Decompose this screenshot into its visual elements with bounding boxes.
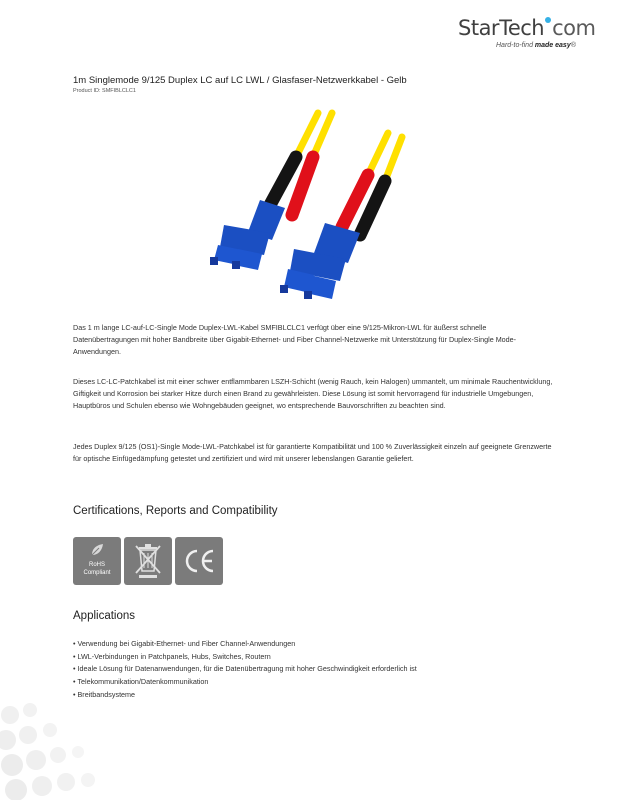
rohs-compliant-label: Compliant xyxy=(83,570,111,576)
rohs-label: RoHS xyxy=(88,562,105,568)
ce-badge xyxy=(175,537,223,585)
rohs-badge xyxy=(73,537,121,585)
fiber-patch-cable-image xyxy=(200,105,420,310)
list-item: • LWL-Verbindungen in Patchpanels, Hubs, Switches, Routern xyxy=(73,651,417,664)
applications-heading: Applications xyxy=(73,610,136,622)
description-paragraph: Jedes Duplex 9/125 (OS1)-Single Mode-LWL-Patchkabel ist für garantierte Kompatibilität und 100 % Zuverlässigkeit einzeln auf geeignete Grenzwerte für optische Einfügedämpfung getestet und zertifiziert und wird mit unserer lebenslangen Garantie geliefert. xyxy=(73,442,552,464)
logo-tagline: Hard-to-find made easy® xyxy=(496,42,576,49)
weee-bin-icon xyxy=(124,537,172,585)
list-item: • Verwendung bei Gigabit-Ethernet- und Fiber Channel-Anwendungen xyxy=(73,638,417,651)
description-paragraph: Dieses LC-LC-Patchkabel ist mit einer schwer entflammbaren LSZH-Schicht (wenig Rauch, kein Halogen) ummantelt, um minimale Rauchentwicklung, Giftigkeit und Korrosion bei starker Hitze durch einen Brand zu gewährleisten. Diese Lösung ist somit hervorragend für industrielle Umgebungen, Hauptbüros und Schulen ebenso wie Wohngebäuden geeignet, wo entsprechende Bauvorschriften zu beachten sind. xyxy=(73,377,553,411)
weee-badge xyxy=(124,537,172,585)
product-title: 1m Singlemode 9/125 Duplex LC auf LC LWL / Glasfaser-Netzwerkkabel - Gelb xyxy=(73,75,407,86)
list-item: • Breitbandsysteme xyxy=(73,689,417,702)
certifications-heading: Certifications, Reports and Compatibility xyxy=(73,505,278,517)
description-paragraph: Das 1 m lange LC-auf-LC-Single Mode Duplex-LWL-Kabel SMFIBLCLC1 verfügt über eine 9/125-Mikron-LWL für äußerst schnelle Datenübertragungen mit hoher Bandbreite über Gigabit-Ethernet- und Fiber Channel-Netzwerke mit Unterstützung für Duplex-Single Mode-Anwendungen. xyxy=(73,323,517,357)
list-item: • Ideale Lösung für Datenanwendungen, für die Datenübertragung mit hoher Geschwindigkeit erforderlich ist xyxy=(73,663,417,676)
logo-dot-icon xyxy=(545,17,551,23)
list-item: • Telekommunikation/Datenkommunikation xyxy=(73,676,417,689)
rohs-leaf-icon xyxy=(90,543,104,557)
product-id: Product ID: SMFIBLCLC1 xyxy=(73,88,136,94)
left-cable-assembly xyxy=(210,113,332,270)
applications-list xyxy=(73,638,417,702)
logo-wordmark: StarTech com xyxy=(458,16,596,40)
decorative-dot-pattern-icon xyxy=(0,690,110,800)
ce-mark-icon xyxy=(175,537,223,585)
startech-logo xyxy=(458,16,596,56)
